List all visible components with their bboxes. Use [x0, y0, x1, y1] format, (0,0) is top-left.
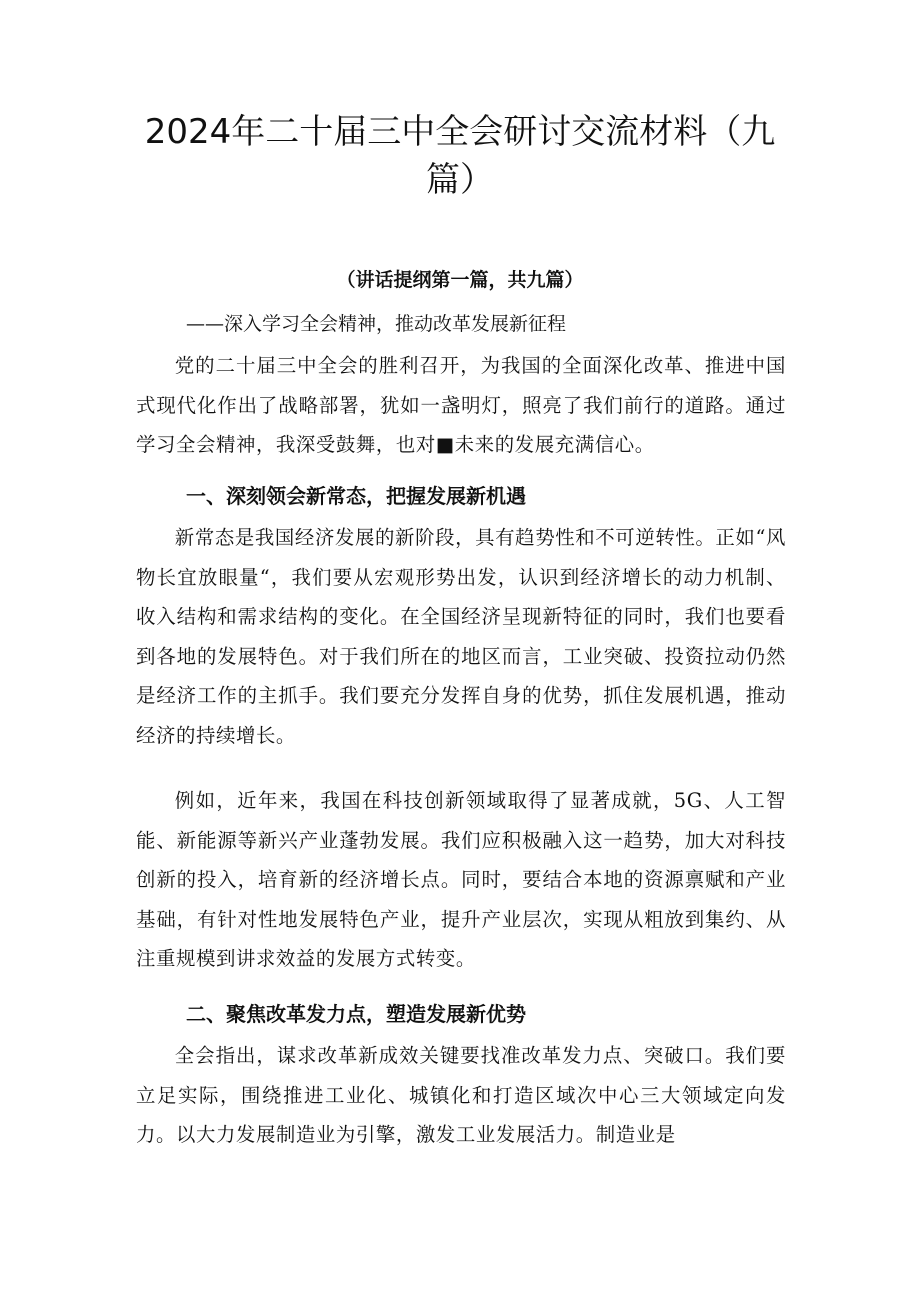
intro-paragraph: 党的二十届三中全会的胜利召开，为我国的全面深化改革、推进中国式现代化作出了战略部署，犹如一盏明灯，照亮了我们前行的道路。通过学习全会精神，我深受鼓舞，也对■未来的发展充满信心。	[136, 354, 786, 456]
section-1-paragraph-2: 例如，近年来，我国在科技创新领域取得了显著成就，5G、人工智能、新能源等新兴产业蓬勃发展。我们应积极融入这一趋势，加大对科技创新的投入，培育新的经济增长点。同时，要结合本地的资源禀赋和产业基础，有针对性地发展特色产业，提升产业层次，实现从粗放到集约、从注重规模到讲求效益的发展方式转变。	[136, 789, 786, 970]
section-1-paragraph-1: 新常态是我国经济发展的新阶段，具有趋势性和不可逆转性。正如“风物长宜放眼量“，我们要从宏观形势出发，认识到经济增长的动力机制、收入结构和需求结构的变化。在全国经济呈现新特征的同时，我们也要看到各地的发展特色。对于我们所在的地区而言，工业突破、投资拉动仍然是经济工作的主抓手。我们要充分发挥自身的优势，抓住发展机遇，推动经济的持续增长。	[136, 526, 786, 747]
document-subtitle: （讲话提纲第一篇，共九篇）	[336, 269, 584, 291]
document-tagline: ——深入学习全会精神，推动改革发展新征程	[186, 313, 567, 335]
section-2-paragraph-1: 全会指出，谋求改革新成效关键要找准改革发力点、突破口。我们要立足实际，围绕推进工业化、城镇化和打造区域次中心三大领域定向发力。以大力发展制造业为引擎，激发工业发展活力。制造业是	[136, 1044, 786, 1146]
section-2-heading: 二、聚焦改革发力点，塑造发展新优势	[186, 1002, 526, 1026]
section-1-heading: 一、深刻领会新常态，把握发展新机遇	[186, 484, 526, 508]
document-title: 2024年二十届三中全会研讨交流材料（九篇）	[144, 112, 776, 200]
